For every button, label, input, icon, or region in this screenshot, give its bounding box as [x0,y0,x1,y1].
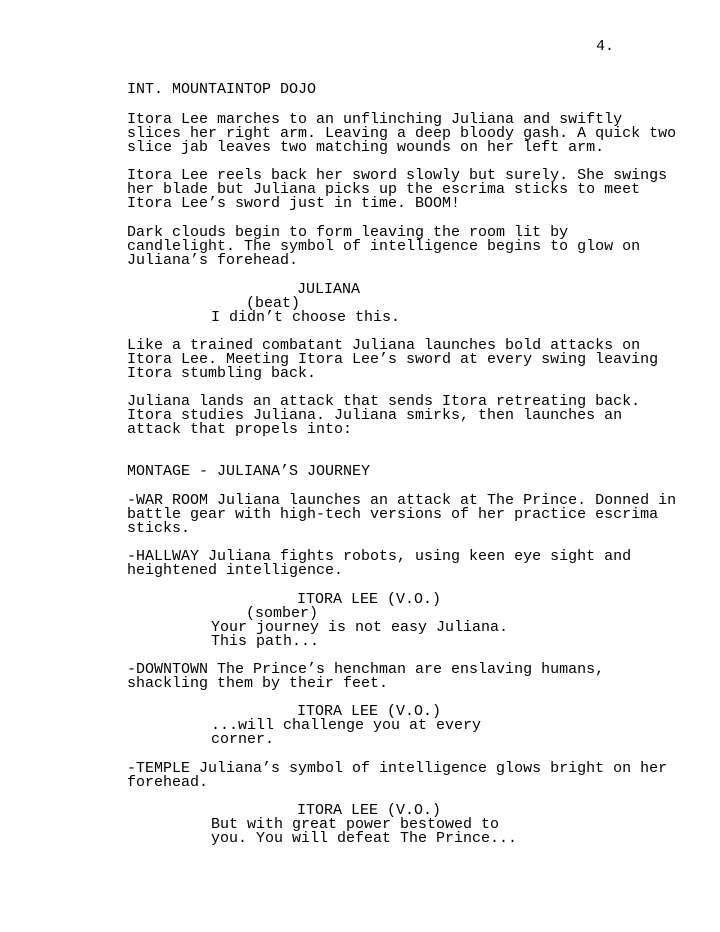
action-line: Dark clouds begin to form leaving the room lit by [127,224,569,241]
action-line: attack that propels into: [127,421,353,438]
action-line: Itora stumbling back. [127,365,317,382]
character-name: JULIANA [297,281,361,298]
scene-heading: MONTAGE - JULIANA’S JOURNEY [127,463,371,480]
action-line: heightened intelligence. [127,562,344,579]
action-line: candlelight. The symbol of intelligence begins to glow on [127,238,641,255]
action-line: Juliana’s forehead. [127,252,299,269]
dialogue-line: But with great power bestowed to [211,816,500,833]
parenthetical: (somber) [246,605,319,622]
dialogue-line: ...will challenge you at every [211,717,482,734]
action-line: -HALLWAY Juliana fights robots, using keen eye sight and [127,548,632,565]
page-number: 4. [596,38,615,55]
action-line: shackling them by their feet. [127,675,389,692]
action-line: Itora Lee’s sword just in time. BOOM! [127,195,461,212]
action-line: Itora Lee marches to an unflinching Juliana and swiftly [127,111,623,128]
character-name: ITORA LEE (V.O.) [297,703,442,720]
dialogue-line: Your journey is not easy Juliana. [211,619,509,636]
character-name: ITORA LEE (V.O.) [297,802,442,819]
action-line: battle gear with high-tech versions of her practice escrima [127,506,659,523]
action-line: Juliana lands an attack that sends Itora retreating back. [127,393,641,410]
action-line: slice jab leaves two matching wounds on her left arm. [127,139,605,156]
action-line: -TEMPLE Juliana’s symbol of intelligence glows bright on her [127,760,668,777]
dialogue-line: This path... [211,633,320,650]
dialogue-line: corner. [211,731,275,748]
action-line: -DOWNTOWN The Prince’s henchman are enslaving humans, [127,661,605,678]
character-name: ITORA LEE (V.O.) [297,591,442,608]
action-line: -WAR ROOM Juliana launches an attack at The Prince. Donned in [127,492,677,509]
action-line: slices her right arm. Leaving a deep bloody gash. A quick two [127,125,677,142]
action-line: her blade but Juliana picks up the escrima sticks to meet [127,181,641,198]
dialogue-line: you. You will defeat The Prince... [211,830,518,847]
action-line: forehead. [127,774,209,791]
action-line: Itora studies Juliana. Juliana smirks, then launches an [127,407,623,424]
dialogue-line: I didn’t choose this. [211,309,401,326]
action-line: Itora Lee reels back her sword slowly but surely. She swings [127,167,668,184]
action-line: Itora Lee. Meeting Itora Lee’s sword at every swing leaving [127,351,659,368]
parenthetical: (beat) [246,295,301,312]
scene-heading: INT. MOUNTAINTOP DOJO [127,81,317,98]
action-line: sticks. [127,520,191,537]
action-line: Like a trained combatant Juliana launches bold attacks on [127,337,641,354]
